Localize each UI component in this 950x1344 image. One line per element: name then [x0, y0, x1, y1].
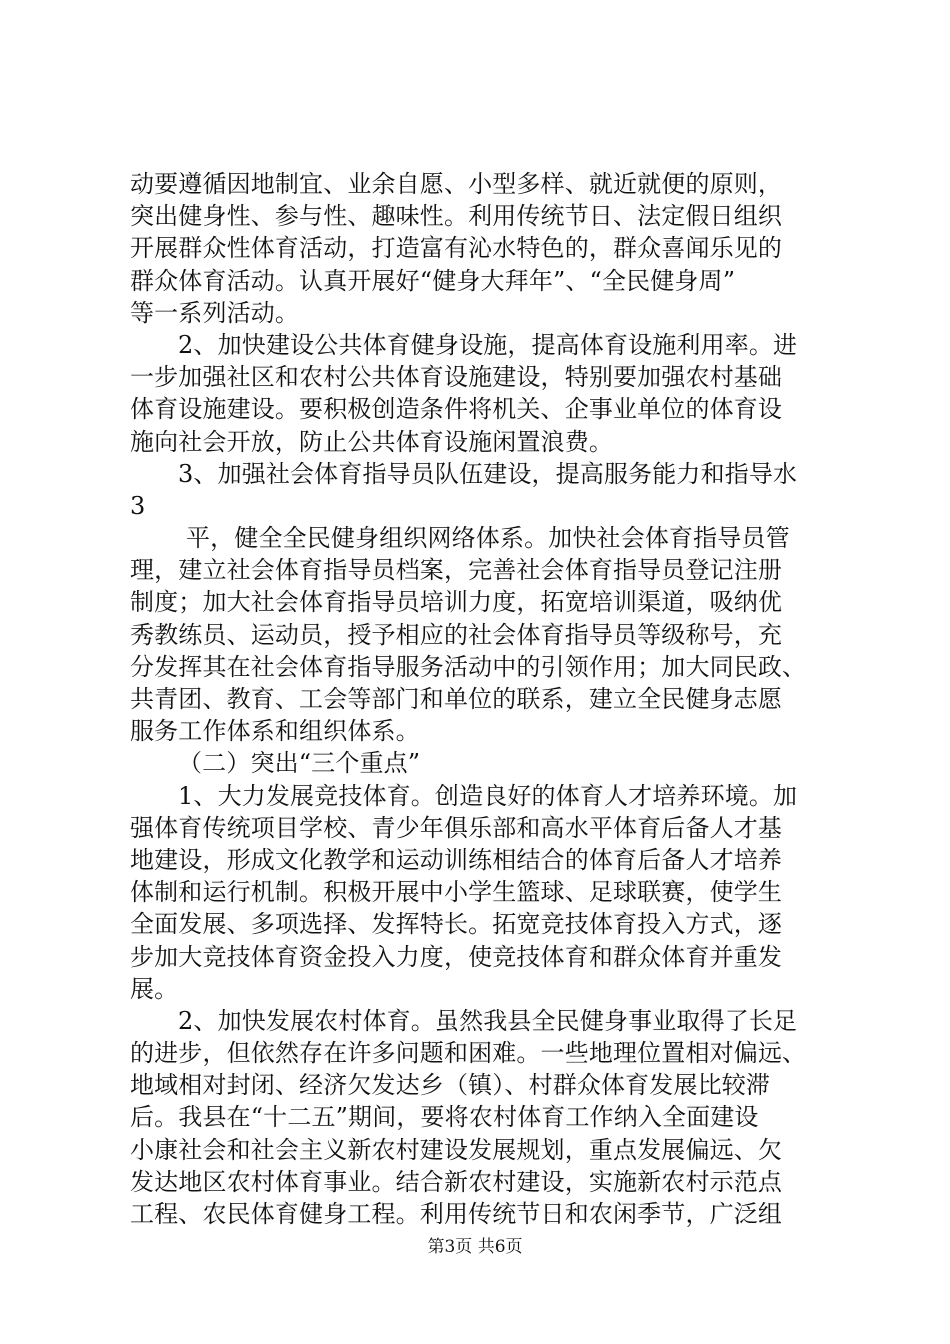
paragraph-start-line: 3、加强社会体育指导员队伍建设，提高服务能力和指导水	[178, 459, 798, 488]
text-line: 制度；加大社会体育指导员培训力度，拓宽培训渠道，吸纳优	[130, 588, 783, 617]
text-line: 秀教练员、运动员，授予相应的社会体育指导员等级称号，充	[130, 620, 783, 649]
text-line: 地建设，形成文化教学和运动训练相结合的体育后备人才培养	[130, 845, 783, 874]
text-line: 施向社会开放，防止公共体育设施闲置浪费。	[130, 427, 613, 456]
text-line: 步加大竞技体育资金投入力度，使竞技体育和群众体育并重发	[130, 942, 783, 971]
text-line: 分发挥其在社会体育指导服务活动中的引领作用；加大同民政、	[130, 652, 807, 681]
text-line: 突出健身性、参与性、趣味性。利用传统节日、法定假日组织	[130, 202, 783, 231]
text-line: 强体育传统项目学校、青少年俱乐部和高水平体育后备人才基	[130, 813, 783, 842]
document-body	[130, 168, 830, 1230]
text-line: 开展群众性体育活动，打造富有沁水特色的，群众喜闻乐见的	[130, 234, 783, 263]
text-line: 体育设施建设。要积极创造条件将机关、企事业单位的体育设	[130, 395, 783, 424]
text-line: 地域相对封闭、经济欠发达乡（镇）、村群众体育发展比较滞	[130, 1071, 771, 1100]
stray-page-number: 3	[130, 491, 146, 520]
paragraph-start-line: 平，健全全民健身组织网络体系。加快社会体育指导员管	[186, 524, 790, 553]
text-line: 发达地区农村体育事业。结合新农村建设，实施新农村示范点	[130, 1167, 783, 1196]
text-line: 后。我县在“十二五”期间，要将农村体育工作纳入全面建设	[130, 1103, 759, 1132]
text-line: 等一系列活动。	[130, 298, 300, 327]
text-line: 动要遵循因地制宜、业余自愿、小型多样、就近就便的原则，	[130, 170, 783, 198]
text-line: 工程、农民体育健身工程。利用传统节日和农闲季节，广泛组	[130, 1200, 783, 1228]
section-heading: （二）突出“三个重点”	[178, 749, 421, 778]
text-line: 小康社会和社会主义新农村建设发展规划，重点发展偏远、欠	[130, 1135, 783, 1164]
paragraph-start-line: 1、大力发展竞技体育。创造良好的体育人才培养环境。加	[178, 781, 798, 810]
text-line: 共青团、教育、工会等部门和单位的联系，建立全民健身志愿	[130, 685, 783, 713]
text-line: 服务工作体系和组织体系。	[130, 717, 420, 746]
text-line: 体制和运行机制。积极开展中小学生篮球、足球联赛，使学生	[130, 878, 783, 907]
text-line: 的进步，但依然存在许多问题和困难。一些地理位置相对偏远、	[130, 1039, 807, 1068]
text-line: 一步加强社区和农村公共体育设施建设，特别要加强农村基础	[130, 363, 783, 392]
text-line: 展。	[130, 974, 179, 1003]
page-footer: 第3页 共6页	[427, 1237, 523, 1257]
text-line: 理，建立社会体育指导员档案，完善社会体育指导员登记注册	[130, 556, 783, 585]
text-line: 全面发展、多项选择、发挥特长。拓宽竞技体育投入方式，逐	[130, 910, 783, 939]
text-line: 群众体育活动。认真开展好“健身大拜年”、“全民健身周”	[130, 266, 736, 295]
paragraph-start-line: 2、加快建设公共体育健身设施，提高体育设施利用率。进	[178, 330, 798, 359]
paragraph-start-line: 2、加快发展农村体育。虽然我县全民健身事业取得了长足	[178, 1006, 798, 1035]
